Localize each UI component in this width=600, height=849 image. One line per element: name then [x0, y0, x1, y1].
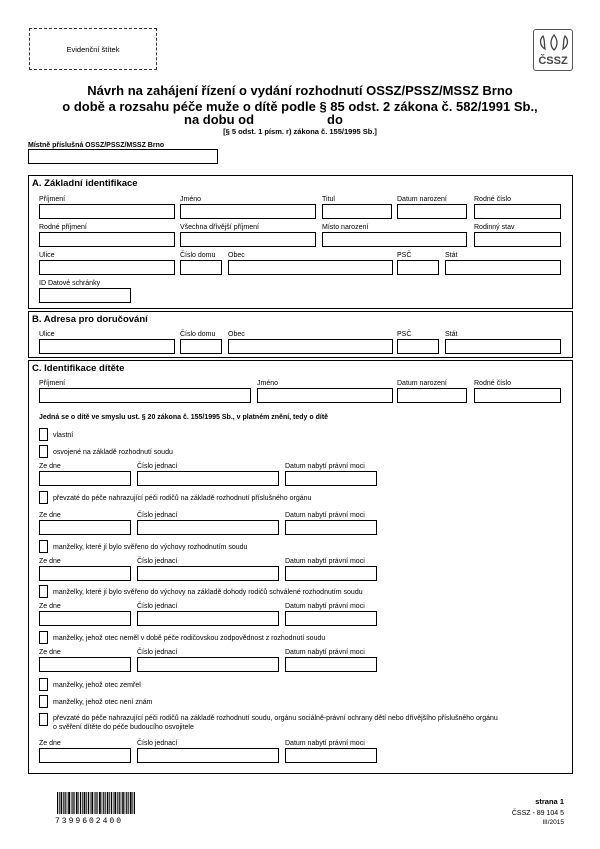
label-b-cislo-domu: Číslo domu	[180, 331, 216, 338]
label-rodne-cislo: Rodné číslo	[474, 196, 511, 203]
label-datum-nabyti-4: Datum nabytí právní moci	[285, 603, 365, 610]
label-ze-dne-2: Ze dne	[39, 512, 61, 519]
cislo-jednaci-field-5[interactable]	[137, 657, 279, 672]
b-obec-field[interactable]	[228, 339, 393, 354]
obec-field[interactable]	[228, 260, 393, 275]
checkbox-prevzate-soud[interactable]	[39, 713, 48, 726]
checkbox-vlastni[interactable]	[39, 428, 48, 441]
option-otec-zemrel: manželky, jehož otec zemřel	[53, 682, 141, 689]
section-a-heading: A. Základní identifikace	[32, 178, 138, 189]
label-ze-dne-5: Ze dne	[39, 649, 61, 656]
label-c-rodne-cislo: Rodné číslo	[474, 380, 511, 387]
cislo-jednaci-field-4[interactable]	[137, 611, 279, 626]
label-prijmeni: Příjmení	[39, 196, 66, 203]
option-otec-nemel: manželky, jehož otec neměl v době péče rodičovskou zodpovědnost z rozhodnutí soudu	[53, 635, 326, 642]
logo-text: ČSSZ	[538, 55, 568, 67]
label-datum-nabyti-1: Datum nabytí právní moci	[285, 463, 365, 470]
ze-dne-field-3[interactable]	[39, 566, 131, 581]
checkbox-otec-nemel[interactable]	[39, 631, 48, 644]
cislo-jednaci-field-1[interactable]	[137, 471, 279, 486]
label-c-prijmeni: Příjmení	[39, 380, 66, 387]
ze-dne-field-6[interactable]	[39, 748, 131, 763]
option-manzelky-dohoda: manželky, které jí bylo svěřeno do výchovy na základě dohody rodičů schválené rozhodnutím soudu	[53, 589, 363, 596]
form-title-line1: Návrh na zahájení řízení o vydání rozhodnutí OSSZ/PSSZ/MSSZ Brno	[87, 83, 513, 98]
rodne-prijmeni-field[interactable]	[39, 232, 175, 247]
label-psc: PSČ	[397, 252, 412, 259]
form-code: ČSSZ - 89 104 5	[511, 810, 564, 817]
office-field[interactable]	[28, 149, 218, 164]
option-prevzate-organ: převzaté do péče nahrazující péči rodičů na základě rozhodnutí příslušného orgánu	[53, 495, 312, 502]
rodne-cislo-field[interactable]	[474, 204, 561, 219]
label-datova-schranka: ID Datové schránky	[39, 280, 101, 287]
label-datum-narozeni: Datum narození	[397, 196, 447, 203]
datum-narozeni-field[interactable]	[397, 204, 467, 219]
label-datum-nabyti-6: Datum nabytí právní moci	[285, 740, 365, 747]
jmeno-field[interactable]	[180, 204, 316, 219]
label-datum-nabyti-3: Datum nabytí právní moci	[285, 558, 365, 565]
b-psc-field[interactable]	[397, 339, 439, 354]
evidence-label-text: Evidenční štítek	[66, 44, 120, 54]
child-question: Jedná se o dítě ve smyslu ust. § 20 zákona č. 155/1995 Sb., v platném znění, tedy o dítě	[39, 414, 329, 421]
datum-nabyti-field-3[interactable]	[285, 566, 377, 581]
c-rodne-cislo-field[interactable]	[474, 388, 561, 403]
page-number: strana 1	[535, 797, 564, 806]
label-ze-dne-3: Ze dne	[39, 558, 61, 565]
option-otec-neznam: manželky, jehož otec není znám	[53, 699, 153, 706]
stat-field[interactable]	[445, 260, 561, 275]
office-label: Místně příslušná OSSZ/PSSZ/MSSZ Brno	[28, 142, 165, 149]
evidence-label-box	[29, 28, 157, 70]
label-cislo-jednaci-1: Číslo jednací	[137, 463, 178, 470]
checkbox-manzelky-rozhodnuti[interactable]	[39, 540, 48, 553]
cislo-domu-field[interactable]	[180, 260, 222, 275]
label-obec: Obec	[228, 252, 245, 259]
form-date: III/2015	[542, 819, 564, 826]
checkbox-manzelky-dohoda[interactable]	[39, 585, 48, 598]
cssz-logo	[533, 29, 573, 71]
section-b-heading: B. Adresa pro doručování	[32, 314, 148, 325]
c-jmeno-field[interactable]	[257, 388, 393, 403]
label-c-jmeno: Jméno	[257, 380, 279, 387]
label-b-stat: Stát	[445, 331, 458, 338]
checkbox-otec-neznam[interactable]	[39, 695, 48, 708]
label-cislo-jednaci-6: Číslo jednací	[137, 740, 178, 747]
prijmeni-field[interactable]	[39, 204, 175, 219]
label-b-psc: PSČ	[397, 331, 412, 338]
label-stat: Stát	[445, 252, 458, 259]
b-ulice-field[interactable]	[39, 339, 175, 354]
checkbox-osvojene[interactable]	[39, 445, 48, 458]
c-datum-narozeni-field[interactable]	[397, 388, 467, 403]
label-b-ulice: Ulice	[39, 331, 55, 338]
b-stat-field[interactable]	[445, 339, 561, 354]
datum-nabyti-field-6[interactable]	[285, 748, 377, 763]
label-rodne-prijmeni: Rodné příjmení	[39, 224, 87, 231]
ze-dne-field-1[interactable]	[39, 471, 131, 486]
label-c-datum-narozeni: Datum narození	[397, 380, 447, 387]
label-jmeno: Jméno	[180, 196, 202, 203]
datum-nabyti-field-5[interactable]	[285, 657, 377, 672]
label-cislo-domu: Číslo domu	[180, 252, 216, 259]
checkbox-prevzate-organ[interactable]	[39, 491, 48, 504]
label-vsechna-prijmeni: Všechna dřívější příjmení	[180, 224, 259, 231]
ulice-field[interactable]	[39, 260, 175, 275]
vsechna-prijmeni-field[interactable]	[180, 232, 316, 247]
ze-dne-field-2[interactable]	[39, 520, 131, 535]
form-legal-ref: [§ 5 odst. 1 písm. r) zákona č. 155/1995 Sb.]	[223, 127, 377, 136]
option-manzelky-rozhodnuti: manželky, které jí bylo svěřeno do výchovy rozhodnutím soudu	[53, 544, 248, 551]
titul-field[interactable]	[322, 204, 392, 219]
barcode	[57, 792, 135, 814]
option-prevzate-soud-line2: o svěření dítěte do péče budoucího osvojitele	[53, 724, 194, 731]
label-cislo-jednaci-5: Číslo jednací	[137, 649, 178, 656]
barcode-number: 7399602400	[55, 817, 124, 826]
cislo-jednaci-field-6[interactable]	[137, 748, 279, 763]
label-titul: Titul	[322, 196, 335, 203]
form-title-to: do	[327, 112, 343, 127]
cislo-jednaci-field-2[interactable]	[137, 520, 279, 535]
cislo-jednaci-field-3[interactable]	[137, 566, 279, 581]
datova-schranka-field[interactable]	[39, 288, 131, 303]
datum-nabyti-field-2[interactable]	[285, 520, 377, 535]
section-c-heading: C. Identifikace dítěte	[32, 363, 125, 374]
label-ze-dne-6: Ze dne	[39, 740, 61, 747]
label-datum-nabyti-2: Datum nabytí právní moci	[285, 512, 365, 519]
label-ze-dne-1: Ze dne	[39, 463, 61, 470]
option-osvojene: osvojené na základě rozhodnutí soudu	[53, 449, 173, 456]
option-prevzate-soud-line1: převzaté do péče nahrazující péči rodičů na základě rozhodnutí soudu, orgánu sociálně-právní ochrany dětí nebo dřívějšího příslušného orgánu	[53, 715, 498, 722]
label-rodinny-stav: Rodinný stav	[474, 224, 515, 231]
form-title-line2: o době a rozsahu péče muže o dítě podle § 85 odst. 2 zákona č. 582/1991 Sb.,	[62, 99, 538, 114]
b-cislo-domu-field[interactable]	[180, 339, 222, 354]
checkbox-otec-zemrel[interactable]	[39, 678, 48, 691]
label-ulice: Ulice	[39, 252, 55, 259]
rodinny-stav-field[interactable]	[474, 232, 561, 247]
datum-nabyti-field-4[interactable]	[285, 611, 377, 626]
label-cislo-jednaci-3: Číslo jednací	[137, 558, 178, 565]
ze-dne-field-5[interactable]	[39, 657, 131, 672]
option-vlastni: vlastní	[53, 432, 74, 439]
cssz-flower-icon	[535, 32, 573, 54]
label-misto-narozeni: Místo narození	[322, 224, 369, 231]
label-ze-dne-4: Ze dne	[39, 603, 61, 610]
label-datum-nabyti-5: Datum nabytí právní moci	[285, 649, 365, 656]
datum-nabyti-field-1[interactable]	[285, 471, 377, 486]
label-cislo-jednaci-4: Číslo jednací	[137, 603, 178, 610]
ze-dne-field-4[interactable]	[39, 611, 131, 626]
psc-field[interactable]	[397, 260, 439, 275]
misto-narozeni-field[interactable]	[322, 232, 467, 247]
c-prijmeni-field[interactable]	[39, 388, 251, 403]
form-title-from: na dobu od	[184, 112, 255, 127]
label-b-obec: Obec	[228, 331, 245, 338]
label-cislo-jednaci-2: Číslo jednací	[137, 512, 178, 519]
